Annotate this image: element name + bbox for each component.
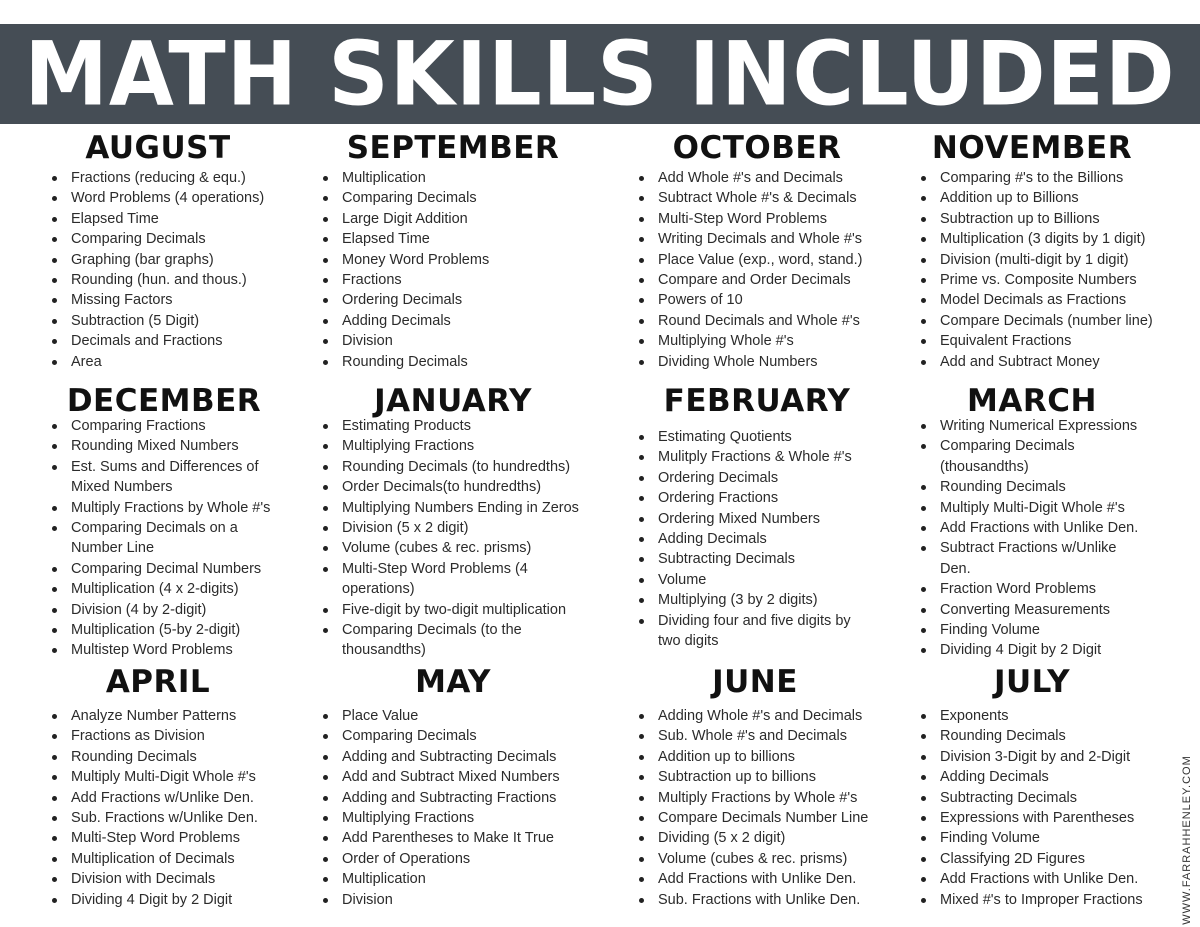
month-october <box>639 130 911 372</box>
skill-item: Dividing 4 Digit by 2 Digit <box>52 890 314 910</box>
skill-item: Comparing Decimals (thousandths) <box>921 436 1141 477</box>
skill-list <box>52 168 314 372</box>
skill-item: Volume (cubes & rec. prisms) <box>639 849 911 869</box>
skill-item: Dividing Whole Numbers <box>639 352 911 372</box>
skill-item: Compare Decimals Number Line <box>639 808 911 828</box>
skill-item: Comparing Decimals <box>52 229 314 249</box>
month-heading: MAY <box>415 664 491 700</box>
skill-item: Add and Subtract Mixed Numbers <box>323 767 613 787</box>
skill-list <box>639 168 911 372</box>
skill-item: Ordering Decimals <box>323 290 613 310</box>
skill-item: Subtracting Decimals <box>921 788 1173 808</box>
skill-item: Multiplication <box>323 168 613 188</box>
skill-item: Five-digit by two-digit multiplication <box>323 600 593 620</box>
skill-item: Decimals and Fractions <box>52 331 314 351</box>
month-january <box>323 383 613 661</box>
skill-list <box>323 416 593 661</box>
skill-item: Writing Decimals and Whole #'s <box>639 229 911 249</box>
skill-item: Est. Sums and Differences of Mixed Numbers <box>52 457 282 498</box>
skill-item: Sub. Fractions with Unlike Den. <box>639 890 911 910</box>
skill-item: Subtraction up to Billions <box>921 209 1183 229</box>
month-december <box>52 383 314 661</box>
skill-item: Word Problems (4 operations) <box>52 188 314 208</box>
skill-item: Equivalent Fractions <box>921 331 1183 351</box>
skill-item: Comparing Fractions <box>52 416 282 436</box>
skill-item: Estimating Products <box>323 416 593 436</box>
skill-item: Finding Volume <box>921 828 1173 848</box>
skill-item: Compare and Order Decimals <box>639 270 911 290</box>
skill-item: Order Decimals(to hundredths) <box>323 477 593 497</box>
month-heading: NOVEMBER <box>931 130 1133 166</box>
skill-item: Division <box>323 890 613 910</box>
month-heading: JUNE <box>712 664 798 700</box>
skill-item: Adding Whole #'s and Decimals <box>639 706 911 726</box>
skill-item: Subtract Fractions w/Unlike Den. <box>921 538 1141 579</box>
month-heading: OCTOBER <box>672 130 842 166</box>
skill-item: Subtraction up to billions <box>639 767 911 787</box>
month-march <box>921 383 1183 661</box>
skill-item: Add Parentheses to Make It True <box>323 828 613 848</box>
skill-item: Area <box>52 352 314 372</box>
month-heading: DECEMBER <box>66 383 262 419</box>
skill-item: Multiplication (4 x 2-digits) <box>52 579 282 599</box>
skill-item: Multiplication of Decimals <box>52 849 314 869</box>
skill-item: Mixed #'s to Improper Fractions <box>921 890 1173 910</box>
skill-item: Powers of 10 <box>639 290 911 310</box>
skill-item: Rounding Decimals <box>52 747 314 767</box>
skill-list <box>921 416 1141 661</box>
month-april <box>52 664 314 910</box>
skill-item: Converting Measurements <box>921 600 1141 620</box>
skill-item: Multiplying (3 by 2 digits) <box>639 590 869 610</box>
skill-item: Adding and Subtracting Decimals <box>323 747 613 767</box>
skill-item: Add Fractions w/Unlike Den. <box>52 788 314 808</box>
skill-item: Comparing Decimals <box>323 726 613 746</box>
skill-item: Comparing Decimals (to the thousandths) <box>323 620 593 661</box>
month-heading: JULY <box>993 664 1071 700</box>
skill-item: Division <box>323 331 613 351</box>
skill-item: Multiply Multi-Digit Whole #'s <box>921 498 1141 518</box>
skill-item: Missing Factors <box>52 290 314 310</box>
skill-item: Addition up to billions <box>639 747 911 767</box>
skill-item: Addition up to Billions <box>921 188 1183 208</box>
skill-list <box>323 706 613 910</box>
skill-item: Ordering Fractions <box>639 488 869 508</box>
month-heading: MARCH <box>967 383 1097 419</box>
skill-item: Multiplication <box>323 869 613 889</box>
skill-item: Division with Decimals <box>52 869 314 889</box>
skill-item: Rounding Decimals <box>323 352 613 372</box>
skill-item: Dividing 4 Digit by 2 Digit <box>921 640 1141 660</box>
month-heading: JANUARY <box>374 383 532 419</box>
skill-item: Expressions with Parentheses <box>921 808 1173 828</box>
skill-item: Analyze Number Patterns <box>52 706 314 726</box>
skill-item: Add Fractions with Unlike Den. <box>921 869 1173 889</box>
skill-item: Place Value (exp., word, stand.) <box>639 250 911 270</box>
skill-item: Division (multi-digit by 1 digit) <box>921 250 1183 270</box>
skill-item: Prime vs. Composite Numbers <box>921 270 1183 290</box>
skill-item: Multiply Fractions by Whole #'s <box>52 498 282 518</box>
skill-list <box>323 168 613 372</box>
skill-item: Mulitply Fractions & Whole #'s <box>639 447 869 467</box>
month-september <box>323 130 613 372</box>
skill-item: Add Whole #'s and Decimals <box>639 168 911 188</box>
skill-item: Fractions <box>323 270 613 290</box>
skill-item: Model Decimals as Fractions <box>921 290 1183 310</box>
skill-item: Dividing (5 x 2 digit) <box>639 828 911 848</box>
skill-item: Sub. Fractions w/Unlike Den. <box>52 808 314 828</box>
title-banner <box>0 24 1200 124</box>
skill-item: Multiplication (5-by 2-digit) <box>52 620 282 640</box>
skill-item: Adding Decimals <box>323 311 613 331</box>
skill-item: Subtraction (5 Digit) <box>52 311 314 331</box>
website-watermark: WWW.FARRAHHENLEY.COM <box>1181 755 1193 925</box>
skill-item: Multiplying Whole #'s <box>639 331 911 351</box>
skill-item: Elapsed Time <box>323 229 613 249</box>
skill-item: Add Fractions with Unlike Den. <box>921 518 1141 538</box>
skill-item: Finding Volume <box>921 620 1141 640</box>
skill-list <box>639 706 911 910</box>
skill-item: Multiplying Fractions <box>323 436 593 456</box>
skill-item: Multiplying Numbers Ending in Zeros <box>323 498 593 518</box>
month-heading: APRIL <box>105 664 211 700</box>
skill-list <box>52 416 282 661</box>
skill-item: Fractions (reducing & equ.) <box>52 168 314 188</box>
skill-item: Compare Decimals (number line) <box>921 311 1183 331</box>
skill-item: Round Decimals and Whole #'s <box>639 311 911 331</box>
month-may <box>323 664 613 910</box>
skill-list <box>921 706 1173 910</box>
skill-item: Estimating Quotients <box>639 427 869 447</box>
skill-item: Comparing #'s to the Billions <box>921 168 1183 188</box>
skill-item: Adding Decimals <box>921 767 1173 787</box>
skill-item: Multiply Multi-Digit Whole #'s <box>52 767 314 787</box>
month-august <box>52 130 314 372</box>
skill-item: Order of Operations <box>323 849 613 869</box>
skill-item: Classifying 2D Figures <box>921 849 1173 869</box>
skill-item: Place Value <box>323 706 613 726</box>
month-june <box>639 664 911 910</box>
skill-item: Multi-Step Word Problems <box>52 828 314 848</box>
skill-item: Multiply Fractions by Whole #'s <box>639 788 911 808</box>
skill-item: Writing Numerical Expressions <box>921 416 1141 436</box>
page-title: MATH SKILLS INCLUDED <box>24 22 1176 126</box>
skill-item: Subtract Whole #'s & Decimals <box>639 188 911 208</box>
skill-item: Adding and Subtracting Fractions <box>323 788 613 808</box>
skill-item: Subtracting Decimals <box>639 549 869 569</box>
skill-list <box>52 706 314 910</box>
skill-item: Large Digit Addition <box>323 209 613 229</box>
skill-item: Rounding Mixed Numbers <box>52 436 282 456</box>
skill-list <box>921 168 1183 372</box>
skill-item: Rounding Decimals <box>921 726 1173 746</box>
skill-item: Fractions as Division <box>52 726 314 746</box>
skill-list <box>639 427 869 651</box>
skill-item: Volume (cubes & rec. prisms) <box>323 538 593 558</box>
skill-item: Multi-Step Word Problems <box>639 209 911 229</box>
skill-item: Graphing (bar graphs) <box>52 250 314 270</box>
skill-item: Money Word Problems <box>323 250 613 270</box>
skill-item: Sub. Whole #'s and Decimals <box>639 726 911 746</box>
skill-item: Add and Subtract Money <box>921 352 1183 372</box>
skill-item: Rounding Decimals (to hundredths) <box>323 457 593 477</box>
month-february <box>639 383 911 651</box>
month-november <box>921 130 1183 372</box>
skill-item: Multistep Word Problems <box>52 640 282 660</box>
month-heading: FEBRUARY <box>663 383 851 419</box>
skill-item: Adding Decimals <box>639 529 869 549</box>
skill-item: Dividing four and five digits by two digits <box>639 611 869 652</box>
skill-item: Multiplying Fractions <box>323 808 613 828</box>
skill-item: Comparing Decimals <box>323 188 613 208</box>
skill-item: Exponents <box>921 706 1173 726</box>
skill-item: Multi-Step Word Problems (4 operations) <box>323 559 593 600</box>
skill-item: Rounding Decimals <box>921 477 1141 497</box>
skill-item: Ordering Decimals <box>639 468 869 488</box>
month-heading: SEPTEMBER <box>346 130 560 166</box>
skill-item: Ordering Mixed Numbers <box>639 509 869 529</box>
month-july <box>921 664 1173 910</box>
skill-item: Elapsed Time <box>52 209 314 229</box>
skill-item: Division 3-Digit by and 2-Digit <box>921 747 1173 767</box>
skill-item: Comparing Decimal Numbers <box>52 559 282 579</box>
skill-item: Division (5 x 2 digit) <box>323 518 593 538</box>
skill-item: Volume <box>639 570 869 590</box>
skill-item: Add Fractions with Unlike Den. <box>639 869 911 889</box>
skill-item: Division (4 by 2-digit) <box>52 600 282 620</box>
skill-item: Rounding (hun. and thous.) <box>52 270 314 290</box>
skill-item: Fraction Word Problems <box>921 579 1141 599</box>
skill-item: Multiplication (3 digits by 1 digit) <box>921 229 1183 249</box>
month-heading: AUGUST <box>85 130 231 166</box>
skill-item: Comparing Decimals on a Number Line <box>52 518 282 559</box>
